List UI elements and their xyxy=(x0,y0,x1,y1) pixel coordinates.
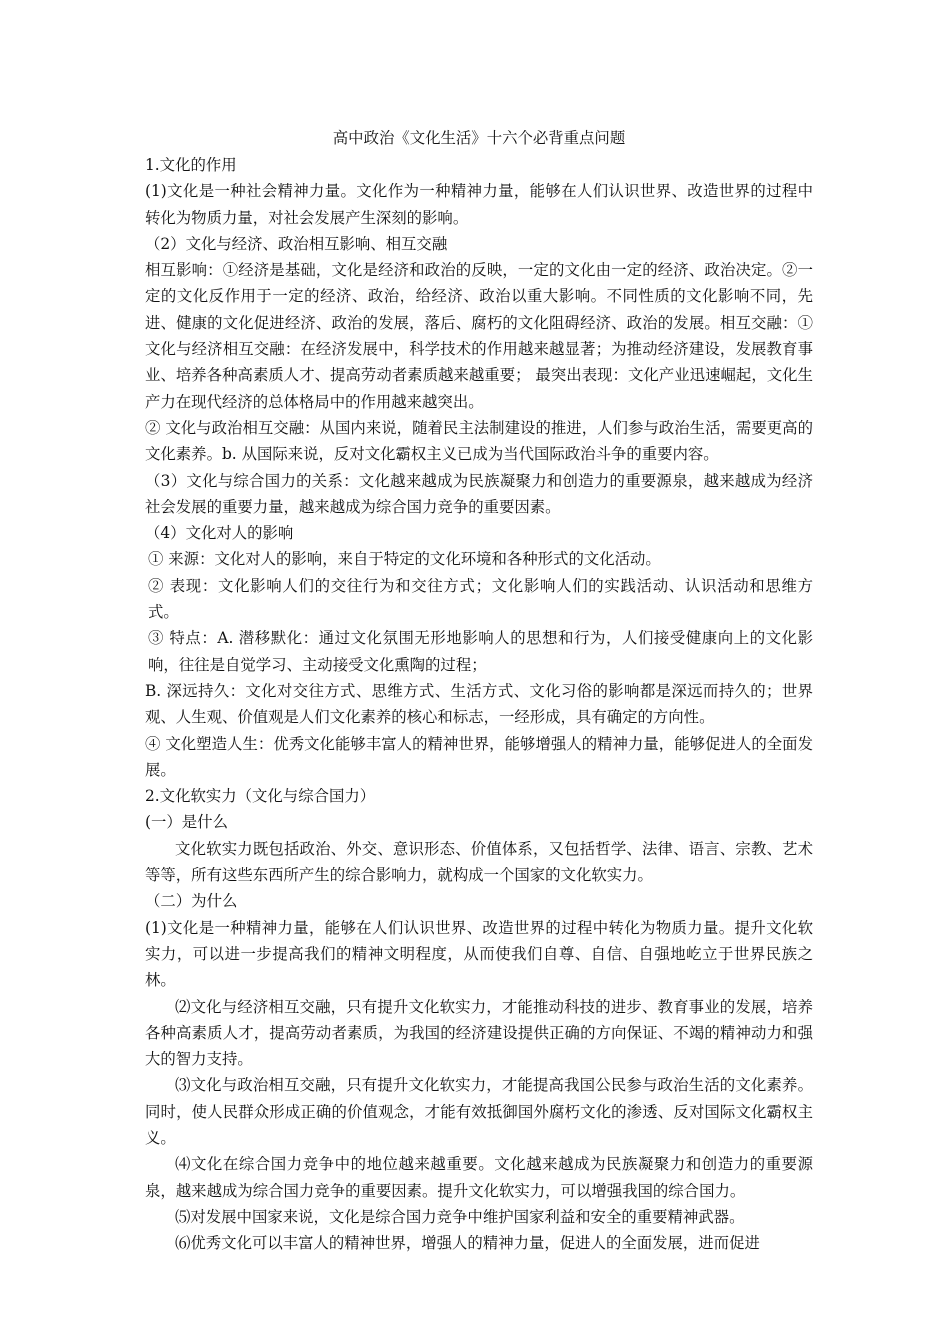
paragraph: ④ 文化塑造人生：优秀文化能够丰富人的精神世界，能够增强人的精神力量，能够促进人的全面发展。 xyxy=(145,734,813,779)
paragraph: ③ 特点：A. 潜移默化：通过文化氛围无形地影响人的思想和行为，人们接受健康向上的文化影响，往往是自觉学习、主动接受文化熏陶的过程； xyxy=(148,629,813,674)
document-title: 高中政治《文化生活》十六个必背重点问题 xyxy=(332,129,626,147)
paragraph: ⑶文化与政治相互交融，只有提升文化软实力，才能提高我国公民参与政治生活的文化素养。同时，使人民群众形成正确的价值观念，才能有效抵御国外腐朽文化的渗透、反对国际文化霸权主义。 xyxy=(145,1076,813,1147)
document-body xyxy=(145,124,813,1256)
paragraph: B. 深远持久：文化对交往方式、思维方式、生活方式、文化习俗的影响都是深远而持久的；世界观、人生观、价值观是人们文化素养的核心和标志，一经形成，具有确定的方向性。 xyxy=(145,681,813,727)
paragraph: ② 表现：文化影响人们的交往行为和交往方式；文化影响人们的实践活动、认识活动和思维方式。 xyxy=(148,576,813,622)
paragraph: ② 文化与政治相互交融：从国内来说，随着民主法制建设的推进，人们参与政治生活，需要更高的文化素养。b. 从国际来说，反对文化霸权主义已成为当代国际政治斗争的重要内容。 xyxy=(145,418,813,464)
paragraph: 文化软实力既包括政治、外交、意识形态、价值体系，又包括哲学、法律、语言、宗教、艺术等等，所有这些东西所产生的综合影响力，就构成一个国家的文化软实力。 xyxy=(145,839,813,885)
paragraph: ① 来源：文化对人的影响，来自于特定的文化环境和各种形式的文化活动。 xyxy=(148,550,661,569)
section-heading-1: 1.文化的作用 xyxy=(145,156,237,174)
paragraph: ⑸对发展中国家来说，文化是综合国力竞争中维护国家利益和安全的重要精神武器。 xyxy=(175,1207,745,1226)
subheading: （二）为什么 xyxy=(145,892,238,911)
paragraph: (1)文化是一种精神力量，能够在人们认识世界、改造世界的过程中转化为物质力量。提升文化软实力，可以进一步提高我们的精神文明程度，从而使我们自尊、自信、自强地屹立于世界民族之林。 xyxy=(145,918,813,990)
subheading: （4）文化对人的影响 xyxy=(145,524,294,543)
subheading: (一）是什么 xyxy=(145,813,228,832)
paragraph: ⑹优秀文化可以丰富人的精神世界，增强人的精神力量，促进人的全面发展，进而促进 xyxy=(175,1234,760,1253)
paragraph: 相互影响：①经济是基础，文化是经济和政治的反映，一定的文化由一定的经济、政治决定。②一定的文化反作用于一定的经济、政治，给经济、政治以重大影响。不同性质的文化影响不同，先进、健康的文化促进经济、政治的发展，落后、腐朽的文化阻碍经济、政治的发展。相互交融：①文化与经济相互交融：在经济发展中，科学技术的作用越来越显著；为推动经济建设，发展教育事业、培养各种高素质人才、提高劳动者素质越来越重要； 最突出表现：文化产业迅速崛起，文化生产力在现代经济的总体格局中的作用越来越突出。 xyxy=(145,261,813,411)
section-heading-2: 2.文化软实力（文化与综合国力） xyxy=(145,787,376,806)
paragraph: ⑷文化在综合国力竞争中的地位越来越重要。文化越来越成为民族凝聚力和创造力的重要源泉，越来越成为综合国力竞争的重要因素。提升文化软实力，可以增强我国的综合国力。 xyxy=(145,1155,813,1200)
subheading: （2）文化与经济、政治相互影响、相互交融 xyxy=(145,234,448,253)
paragraph: （3）文化与综合国力的关系：文化越来越成为民族凝聚力和创造力的重要源泉，越来越成为经济社会发展的重要力量，越来越成为综合国力竞争的重要因素。 xyxy=(145,471,813,516)
paragraph: (1)文化是一种社会精神力量。文化作为一种精神力量，能够在人们认识世界、改造世界的过程中转化为物质力量，对社会发展产生深刻的影响。 xyxy=(145,182,813,227)
paragraph: ⑵文化与经济相互交融，只有提升文化软实力，才能推动科技的进步、教育事业的发展，培养各种高素质人才，提高劳动者素质，为我国的经济建设提供正确的方向保证、不竭的精神动力和强大的智力支持。 xyxy=(145,997,813,1069)
